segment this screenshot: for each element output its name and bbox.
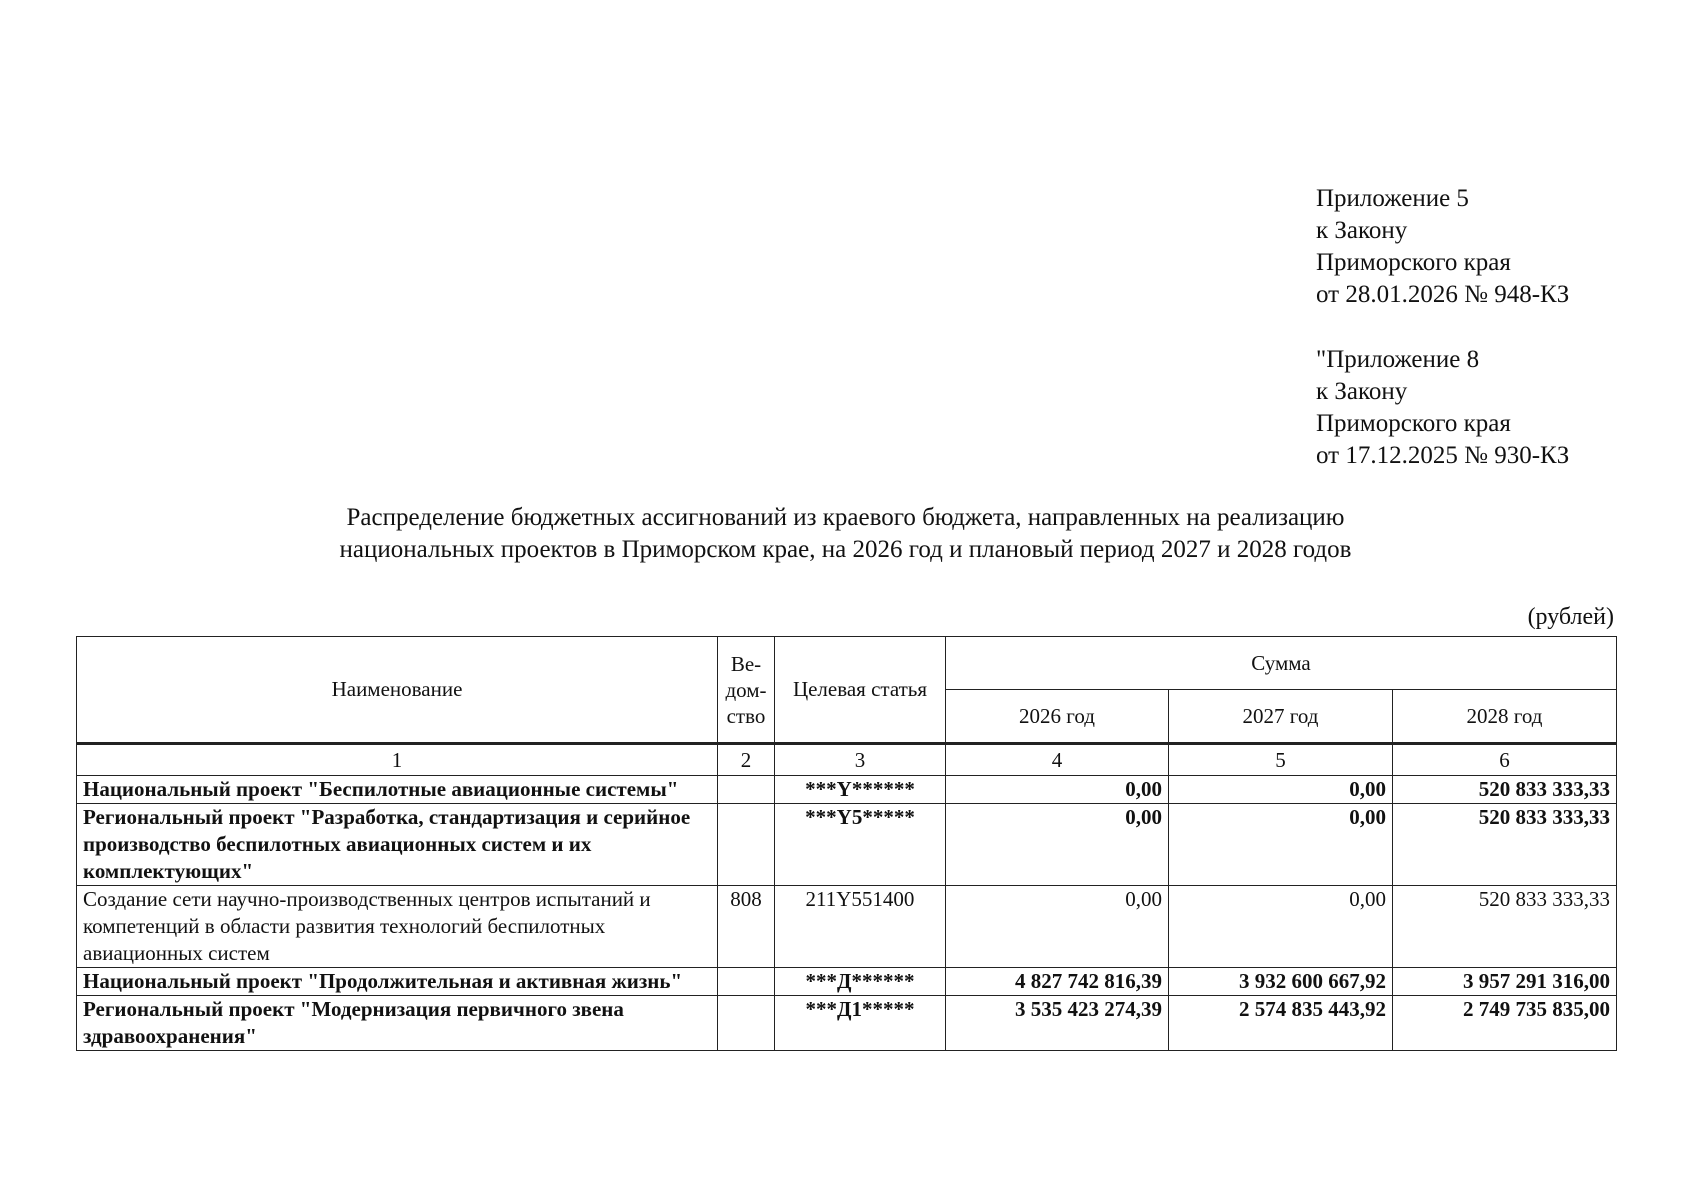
document-title bbox=[160, 502, 1531, 566]
row-target-article: 211Y551400 bbox=[775, 886, 946, 968]
column-number: 4 bbox=[946, 744, 1169, 776]
column-number: 5 bbox=[1169, 744, 1393, 776]
table-row bbox=[77, 996, 1617, 1051]
row-amount-2028: 3 957 291 316,00 bbox=[1393, 968, 1617, 996]
appendix-line: к Закону bbox=[1316, 217, 1408, 244]
document-title-line: национальных проектов в Приморском крае, на 2026 год и плановый период 2027 и 2028 годов bbox=[339, 536, 1352, 563]
table-row bbox=[77, 804, 1617, 886]
row-amount-2028: 520 833 333,33 bbox=[1393, 804, 1617, 886]
row-amount-2027: 2 574 835 443,92 bbox=[1169, 996, 1393, 1051]
row-target-article: ***Д1***** bbox=[775, 996, 946, 1051]
table-row bbox=[77, 776, 1617, 804]
row-amount-2028: 520 833 333,33 bbox=[1393, 776, 1617, 804]
prev-appendix-line: "Приложение 8 bbox=[1316, 346, 1480, 373]
row-department bbox=[718, 804, 775, 886]
row-amount-2026: 3 535 423 274,39 bbox=[946, 996, 1169, 1051]
row-amount-2027: 0,00 bbox=[1169, 776, 1393, 804]
prev-appendix-line: от 17.12.2025 № 930-КЗ bbox=[1316, 442, 1570, 469]
document-title-line: Распределение бюджетных ассигнований из краевого бюджета, направленных на реализацию bbox=[346, 504, 1345, 531]
header-target-article: Целевая статья bbox=[775, 637, 946, 744]
table-row bbox=[77, 886, 1617, 968]
column-number: 2 bbox=[718, 744, 775, 776]
row-amount-2026: 0,00 bbox=[946, 886, 1169, 968]
header-department bbox=[718, 637, 775, 744]
row-amount-2027: 0,00 bbox=[1169, 804, 1393, 886]
column-number: 3 bbox=[775, 744, 946, 776]
column-number-row bbox=[77, 744, 1617, 776]
row-name: Региональный проект "Разработка, стандартизация и серийное производство беспилотных авиационных систем и их комплектующих" bbox=[77, 804, 718, 886]
header-sum: Сумма bbox=[946, 637, 1617, 690]
budget-table bbox=[76, 636, 1617, 1051]
row-amount-2026: 4 827 742 816,39 bbox=[946, 968, 1169, 996]
appendix-line: Приложение 5 bbox=[1316, 185, 1469, 212]
header-year-2028: 2028 год bbox=[1393, 690, 1617, 744]
row-department bbox=[718, 996, 775, 1051]
row-target-article: ***Y****** bbox=[775, 776, 946, 804]
row-amount-2026: 0,00 bbox=[946, 804, 1169, 886]
row-amount-2028: 520 833 333,33 bbox=[1393, 886, 1617, 968]
header-department-line: дом- bbox=[725, 677, 767, 702]
row-amount-2027: 0,00 bbox=[1169, 886, 1393, 968]
header-department-line: Ве- bbox=[730, 651, 762, 676]
table-row bbox=[77, 968, 1617, 996]
appendix-header bbox=[1316, 183, 1569, 311]
row-name: Национальный проект "Беспилотные авиационные системы" bbox=[77, 776, 718, 804]
prev-appendix-line: к Закону bbox=[1316, 378, 1408, 405]
row-name: Национальный проект "Продолжительная и активная жизнь" bbox=[77, 968, 718, 996]
row-target-article: ***Y5***** bbox=[775, 804, 946, 886]
header-department-line: ство bbox=[726, 703, 766, 728]
row-name: Региональный проект "Модернизация первичного звена здравоохранения" bbox=[77, 996, 718, 1051]
header-year-2026: 2026 год bbox=[946, 690, 1169, 744]
row-amount-2028: 2 749 735 835,00 bbox=[1393, 996, 1617, 1051]
prev-appendix-header bbox=[1316, 344, 1569, 472]
header-year-2027: 2027 год bbox=[1169, 690, 1393, 744]
row-amount-2026: 0,00 bbox=[946, 776, 1169, 804]
units-label: (рублей) bbox=[1527, 604, 1614, 630]
row-target-article: ***Д****** bbox=[775, 968, 946, 996]
appendix-line: от 28.01.2026 № 948-КЗ bbox=[1316, 281, 1570, 308]
row-name: Создание сети научно-производственных центров испытаний и компетенций в области развития технологий беспилотных авиационных систем bbox=[77, 886, 718, 968]
row-department: 808 bbox=[718, 886, 775, 968]
row-department bbox=[718, 968, 775, 996]
prev-appendix-line: Приморского края bbox=[1316, 410, 1511, 437]
row-amount-2027: 3 932 600 667,92 bbox=[1169, 968, 1393, 996]
header-name: Наименование bbox=[77, 637, 718, 744]
column-number: 1 bbox=[77, 744, 718, 776]
row-department bbox=[718, 776, 775, 804]
column-number: 6 bbox=[1393, 744, 1617, 776]
appendix-line: Приморского края bbox=[1316, 249, 1511, 276]
